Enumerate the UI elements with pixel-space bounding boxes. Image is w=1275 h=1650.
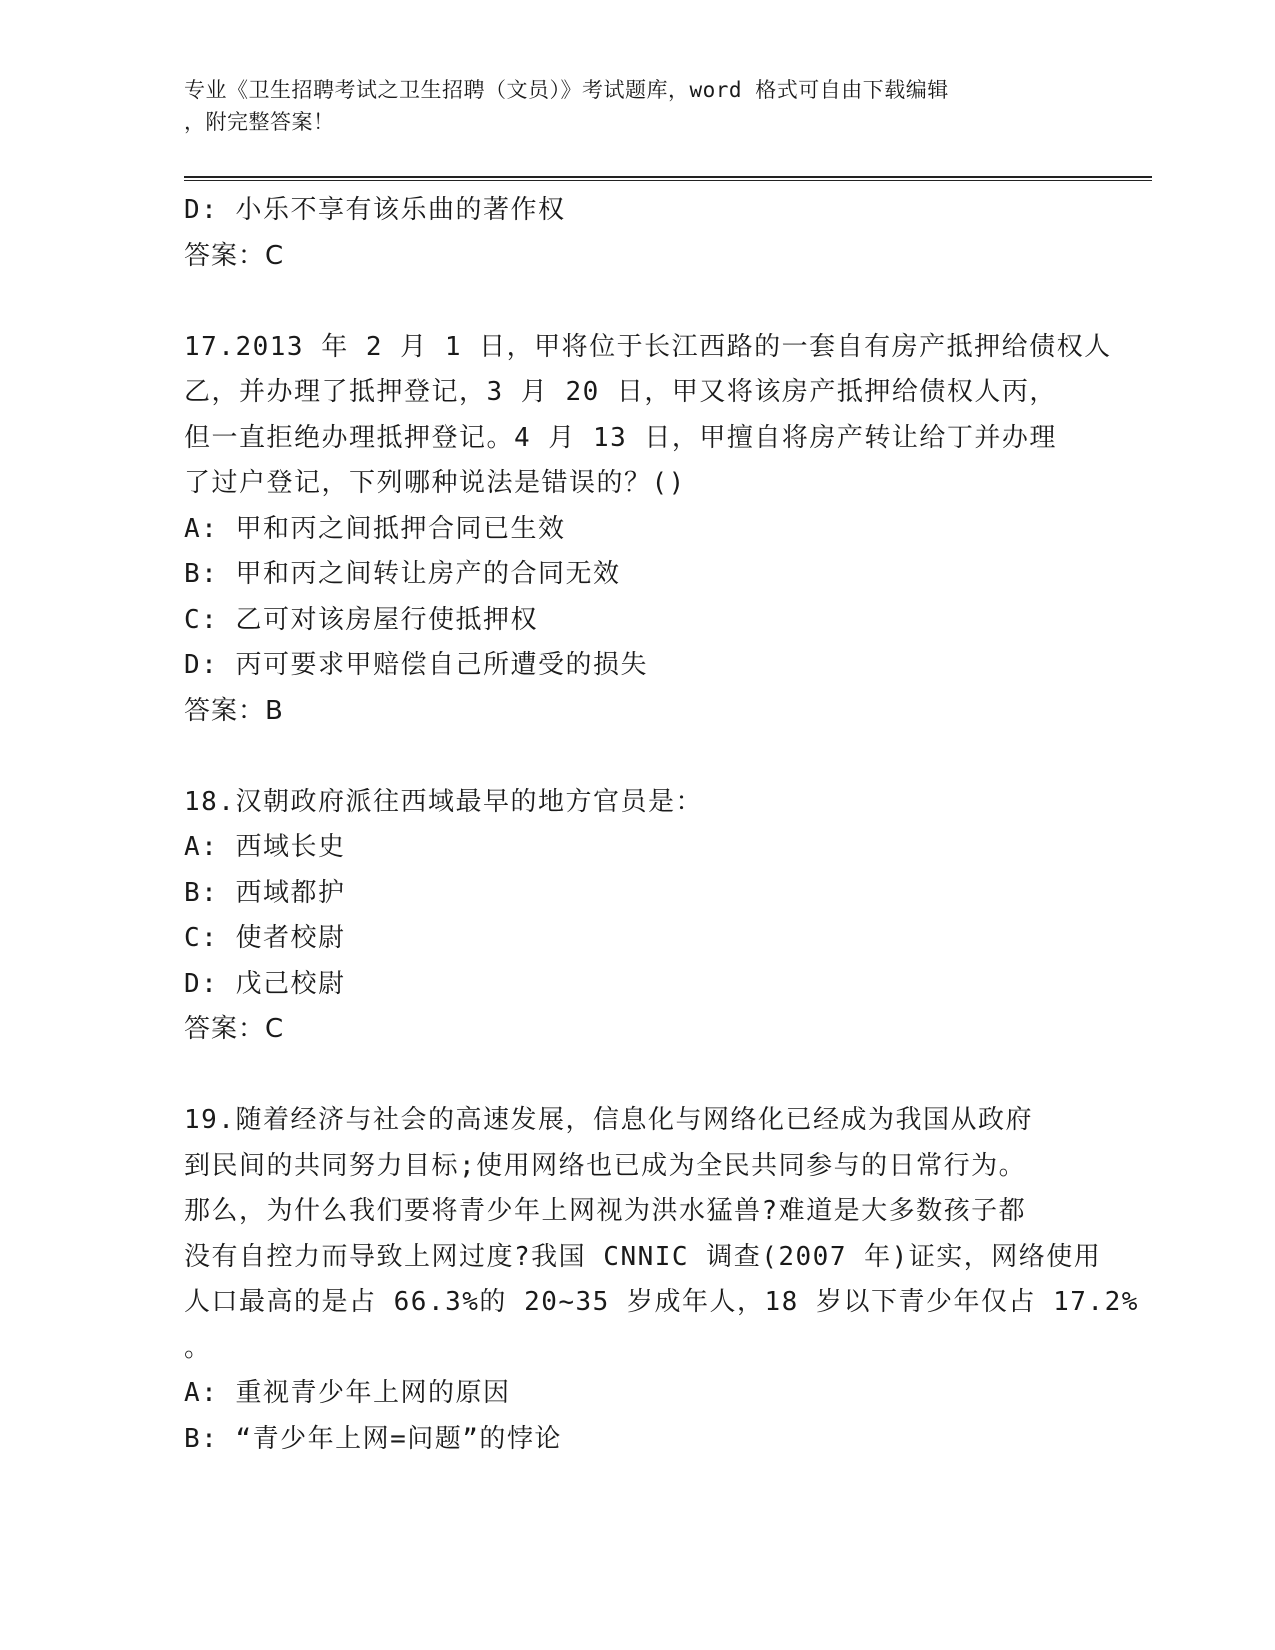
question-text-line: 那么，为什么我们要将青少年上网视为洪水猛兽?难道是大多数孩子都 <box>184 1196 1027 1226</box>
question-19 <box>184 1098 1139 1462</box>
spacer <box>184 734 1084 780</box>
page-header <box>184 74 1064 138</box>
question-text-line: 。 <box>184 1332 212 1363</box>
question-text-line: 但一直拒绝办理抵押登记。4 月 13 日，甲擅自将房产转让给丁并办理 <box>184 422 1057 453</box>
option-a: A: 甲和丙之间抵押合同已生效 <box>184 513 566 544</box>
question-text-line: 了过户登记，下列哪种说法是错误的？() <box>184 468 686 498</box>
option-c: C: 乙可对该房屋行使抵押权 <box>184 604 538 635</box>
option-a: A: 西域长史 <box>184 832 346 862</box>
option-b: B: 甲和丙之间转让房产的合同无效 <box>184 559 621 589</box>
question-text-line: 17.2013 年 2 月 1 日，甲将位于长江西路的一套自有房产抵押给债权人 <box>184 331 1112 362</box>
spacer <box>184 1053 1084 1099</box>
option-a: A: 重视青少年上网的原因 <box>184 1378 511 1408</box>
question-text-line: 到民间的共同努力目标;使用网络也已成为全民共同参与的日常行为。 <box>184 1150 1027 1181</box>
question-17 <box>184 325 1112 735</box>
question-18 <box>184 780 1084 1053</box>
question-text-line: 乙，并办理了抵押登记，3 月 20 日，甲又将该房产抵押给债权人丙， <box>184 377 1057 407</box>
option-b: B: 西域都护 <box>184 877 346 908</box>
header-divider <box>184 176 1152 181</box>
document-body <box>184 188 1139 1462</box>
option-d: D: 戊己校尉 <box>184 968 346 999</box>
option-d: D: 丙可要求甲赔偿自己所遭受的损失 <box>184 650 648 680</box>
question-text-line: 18.汉朝政府派往西域最早的地方官员是： <box>184 786 703 817</box>
header-line-2: ，附完整答案！ <box>184 110 335 134</box>
answer-line: 答案：C <box>184 1014 285 1044</box>
option-c: C: 使者校尉 <box>184 923 346 953</box>
question-text-line: 没有自控力而导致上网过度?我国 CNNIC 调查(2007 年)证实，网络使用 <box>184 1241 1102 1272</box>
answer-line: 答案：B <box>184 695 284 726</box>
spacer <box>184 279 1084 325</box>
header-line-1: 专业《卫生招聘考试之卫生招聘（文员）》考试题库，word 格式可自由下载编辑 <box>184 78 949 102</box>
option-b: B: “青少年上网=问题”的悖论 <box>184 1423 562 1454</box>
answer-line: 答案：C <box>184 240 285 271</box>
question-text-line: 19.随着经济与社会的高速发展，信息化与网络化已经成为我国从政府 <box>184 1105 1033 1135</box>
option-d: D: 小乐不享有该乐曲的著作权 <box>184 195 566 225</box>
question-text-line: 人口最高的是占 66.3%的 20~35 岁成年人，18 岁以下青少年仅占 17.2% <box>184 1287 1139 1317</box>
